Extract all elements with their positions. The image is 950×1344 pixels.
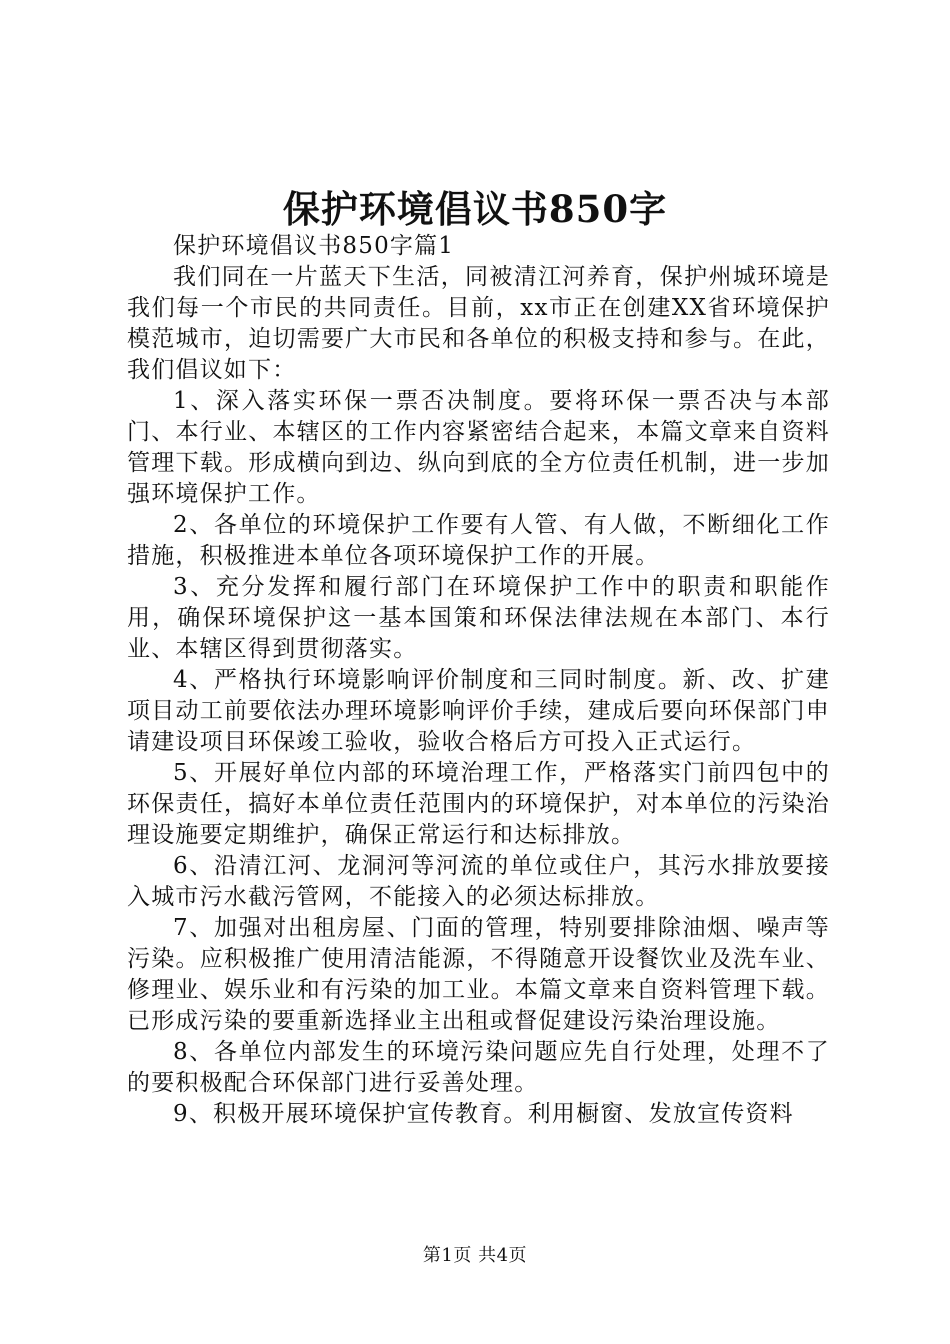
document-body — [127, 231, 830, 1130]
paragraph-item-9: 9、积极开展环境保护宣传教育。利用橱窗、发放宣传资料 — [173, 1101, 794, 1127]
paragraph-item-7: 7、加强对出租房屋、门面的管理，特别要排除油烟、噪声等污染。应积极推广使用清洁能源，不得随意开设餐饮业及洗车业、修理业、娱乐业和有污染的加工业。本篇文章来自资料管理下载。已形成污染的要重新选择业主出租或督促建设污染治理设施。 — [127, 915, 830, 1034]
paragraph-item-3: 3、充分发挥和履行部门在环境保护工作中的职责和职能作用，确保环境保护这一基本国策和环保法律法规在本部门、本行业、本辖区得到贯彻落实。 — [127, 574, 830, 662]
paragraph-item-5: 5、开展好单位内部的环境治理工作，严格落实门前四包中的环保责任，搞好本单位责任范围内的环境保护，对本单位的污染治理设施要定期维护，确保正常运行和达标排放。 — [127, 760, 830, 848]
paragraph-item-2: 2、各单位的环境保护工作要有人管、有人做，不断细化工作措施，积极推进本单位各项环境保护工作的开展。 — [127, 512, 830, 569]
page-footer: 第1页 共4页 — [422, 1245, 528, 1266]
section-heading: 保护环境倡议书850字篇1 — [173, 233, 455, 259]
paragraph-item-4: 4、严格执行环境影响评价制度和三同时制度。新、改、扩建项目动工前要依法办理环境影响评价手续，建成后要向环保部门申请建设项目环保竣工验收，验收合格后方可投入正式运行。 — [127, 667, 830, 755]
paragraph-item-1: 1、深入落实环保一票否决制度。要将环保一票否决与本部门、本行业、本辖区的工作内容紧密结合起来，本篇文章来自资料管理下载。形成横向到边、纵向到底的全方位责任机制，进一步加强环境保护工作。 — [127, 388, 830, 507]
document-title: 保护环境倡议书850字 — [282, 187, 668, 231]
paragraph-item-8: 8、各单位内部发生的环境污染问题应先自行处理，处理不了的要积极配合环保部门进行妥善处理。 — [127, 1039, 830, 1096]
paragraph-intro: 我们同在一片蓝天下生活，同被清江河养育，保护州城环境是我们每一个市民的共同责任。目前，xx市正在创建XX省环境保护模范城市，迫切需要广大市民和各单位的积极支持和参与。在此，我们倡议如下： — [127, 264, 830, 383]
paragraph-item-6: 6、沿清江河、龙洞河等河流的单位或住户，其污水排放要接入城市污水截污管网，不能接入的必须达标排放。 — [127, 853, 830, 910]
